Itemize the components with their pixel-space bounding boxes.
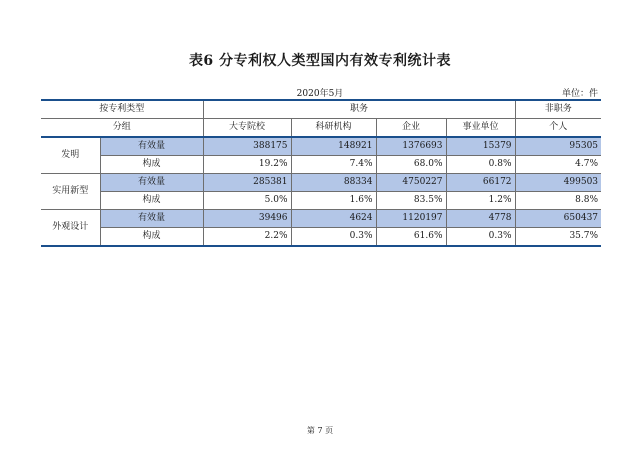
table-cell: 35.7% [515, 228, 601, 247]
table-cell: 4.7% [515, 156, 601, 174]
header-type-label: 按专利类型 [41, 100, 203, 119]
table-cell: 285381 [203, 174, 291, 192]
table-cell: 1376693 [376, 137, 446, 156]
table-cell: 4624 [291, 210, 376, 228]
page-number: 第 7 页 [306, 426, 334, 435]
type-utility-model: 实用新型 [41, 174, 100, 210]
header-duty: 职务 [203, 100, 515, 119]
table-cell: 95305 [515, 137, 601, 156]
table-row [41, 156, 601, 174]
type-design: 外观设计 [41, 210, 100, 247]
header-col-institution: 事业单位 [446, 119, 515, 138]
table-cell: 0.3% [446, 228, 515, 247]
table-cell: 0.8% [446, 156, 515, 174]
table-row [41, 228, 601, 247]
table-cell: 88334 [291, 174, 376, 192]
table-cell: 1120197 [376, 210, 446, 228]
header-row-2 [41, 119, 601, 138]
table-cell: 8.8% [515, 192, 601, 210]
header-col-individual: 个人 [515, 119, 601, 138]
header-col-research: 科研机构 [291, 119, 376, 138]
unit-label: 单位：件 [561, 89, 598, 99]
table-row [41, 210, 601, 228]
table-cell: 388175 [203, 137, 291, 156]
table-row [41, 174, 601, 192]
table-cell: 1.6% [291, 192, 376, 210]
table-cell: 148921 [291, 137, 376, 156]
header-col-enterprise: 企业 [376, 119, 446, 138]
table-cell: 5.0% [203, 192, 291, 210]
table-cell: 19.2% [203, 156, 291, 174]
page-title: 表6 分专利权人类型国内有效专利统计表 [188, 53, 452, 69]
table-row [41, 137, 601, 156]
table-cell: 7.4% [291, 156, 376, 174]
header-group-label: 分组 [41, 119, 203, 138]
table-cell: 66172 [446, 174, 515, 192]
table-cell: 39496 [203, 210, 291, 228]
table-cell: 4778 [446, 210, 515, 228]
header-col-university: 大专院校 [203, 119, 291, 138]
table-cell: 499503 [515, 174, 601, 192]
table-cell: 4750227 [376, 174, 446, 192]
table-cell: 650437 [515, 210, 601, 228]
metric-label: 构成 [100, 192, 203, 210]
metric-label: 构成 [100, 156, 203, 174]
report-date: 2020年5月 [296, 89, 344, 99]
table-cell: 1.2% [446, 192, 515, 210]
table-cell: 83.5% [376, 192, 446, 210]
table-row [41, 192, 601, 210]
table-cell: 0.3% [291, 228, 376, 247]
type-invention: 发明 [41, 137, 100, 174]
table-cell: 68.0% [376, 156, 446, 174]
metric-label: 有效量 [100, 174, 203, 192]
patent-statistics-table [41, 99, 601, 247]
header-nonduty: 非职务 [515, 100, 601, 119]
metric-label: 有效量 [100, 210, 203, 228]
header-row-1 [41, 100, 601, 119]
metric-label: 有效量 [100, 137, 203, 156]
table-cell: 61.6% [376, 228, 446, 247]
table-cell: 2.2% [203, 228, 291, 247]
table-cell: 15379 [446, 137, 515, 156]
metric-label: 构成 [100, 228, 203, 247]
